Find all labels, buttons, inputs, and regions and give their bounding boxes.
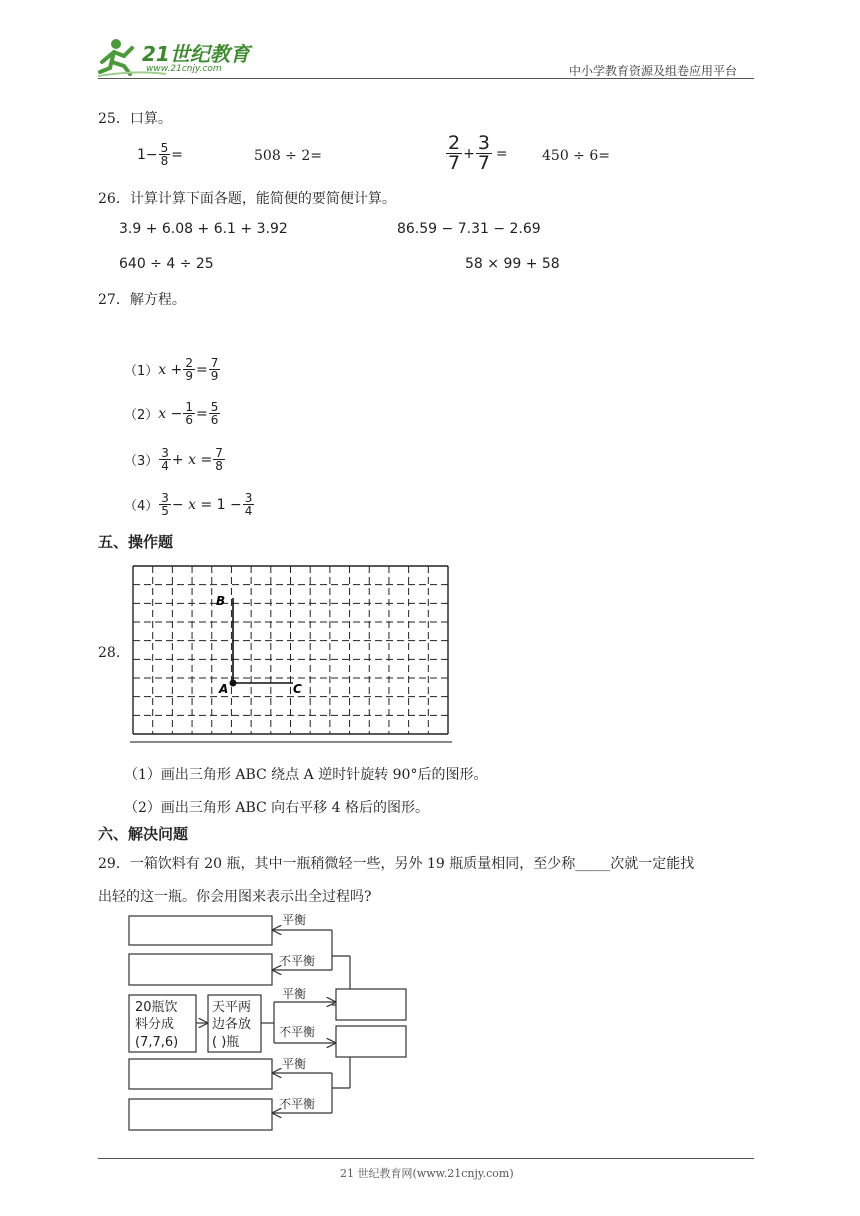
fraction: $\frac{3}{4}$ [161,446,169,473]
fraction: $\frac{3}{5}$ [161,491,169,518]
answer-box-3[interactable] [336,989,406,1020]
q25-item-3: $\frac{2}{7}$ + $\frac{3}{7}$ = [448,132,508,174]
logo-text: 21世纪教育 [142,42,250,66]
q26-expr-2: 86.59 − 7.31 − 2.69 [397,221,541,237]
q25-item-2: 508 ÷ 2= [254,148,322,164]
answer-box-6[interactable] [129,1099,272,1130]
answer-box-1[interactable] [129,916,272,945]
label-c: C [293,682,302,696]
section-6-heading: 六、解决问题 [98,825,189,843]
fraction: $\frac{2}{9}$ [185,356,194,383]
q28-task-1: （1）画出三角形 ABC 绕点 A 逆时针旋转 90°后的图形。 [124,767,488,783]
box1-line-3: (7,7,6) [135,1035,179,1050]
box2-line-2: 边各放 [212,1017,252,1032]
q28-task-2: （2）画出三角形 ABC 向右平移 4 格后的图形。 [124,800,429,816]
answer-box-4[interactable] [336,1026,406,1057]
label-unbalanced: 不平衡 [279,954,316,968]
point-a-dot [230,680,237,687]
q25-item-1: 1− $\frac{5}{8}$ = [137,141,184,168]
box2-line-3: ( )瓶 [212,1035,240,1050]
header-logo [96,36,266,80]
q29-line-2: 出轻的这一瓶。你会用图来表示出全过程吗? [98,889,372,905]
q27-eq-3: （3） $\frac{3}{4}$ + x = $\frac{7}{8}$ [124,446,223,473]
box1-line-1: 20瓶饮 [135,1000,178,1015]
footer-rule [98,1158,754,1159]
q27-eq-1: （1） x + $\frac{2}{9}$ = $\frac{7}{9}$ [124,356,219,383]
q26-expr-1: 3.9 + 6.08 + 6.1 + 3.92 [119,221,288,237]
q25-item-4: 450 ÷ 6= [542,148,610,164]
answer-box-5[interactable] [129,1059,272,1089]
label-balanced: 平衡 [282,987,307,1001]
label-balanced: 平衡 [282,1057,307,1071]
footer-text: 21 世纪教育网(www.21cnjy.com) [340,1167,514,1180]
header-platform-text: 中小学教育资源及组卷应用平台 [569,64,738,78]
q25-title: 25．口算。 [98,111,172,127]
label-balanced: 平衡 [282,913,307,927]
box2-line-1: 天平两 [212,1000,252,1015]
q28-grid [130,562,454,744]
q29-flowchart [126,910,416,1135]
fraction: $\frac{5}{8}$ [160,141,169,168]
q29-line-1: 29．一箱饮料有 20 瓶，其中一瓶稍微轻一些，另外 19 瓶质量相同，至少称_____次就一定能找 [98,856,695,872]
fraction: $\frac{7}{9}$ [210,356,219,383]
section-5-heading: 五、操作题 [98,533,174,551]
q27-eq-2: （2） x − $\frac{1}{6}$ = $\frac{5}{6}$ [124,400,219,427]
label-unbalanced: 不平衡 [279,1025,316,1039]
fraction: $\frac{7}{8}$ [215,446,223,473]
label-unbalanced: 不平衡 [279,1097,316,1111]
label-a: A [219,682,229,696]
fraction: $\frac{2}{7}$ [448,132,461,174]
q26-title: 26．计算计算下面各题，能简便的要简便计算。 [98,191,396,207]
q27-title: 27．解方程。 [98,292,186,308]
box1-line-2: 料分成 [135,1017,175,1032]
fraction: $\frac{3}{7}$ [477,132,490,174]
answer-box-2[interactable] [129,954,272,985]
q26-expr-3: 640 ÷ 4 ÷ 25 [119,256,214,272]
logo-url: www.21cnjy.com [146,64,222,74]
fraction: $\frac{5}{6}$ [210,400,219,427]
header-rule [98,78,754,79]
q26-expr-4: 58 × 99 + 58 [465,256,560,272]
q27-eq-4: （4） $\frac{3}{5}$ − x = 1 − $\frac{3}{4}$ [124,491,253,518]
fraction: $\frac{3}{4}$ [244,491,253,518]
q28-number: 28. [98,645,121,661]
label-b: B [216,594,226,608]
fraction: $\frac{1}{6}$ [185,400,194,427]
